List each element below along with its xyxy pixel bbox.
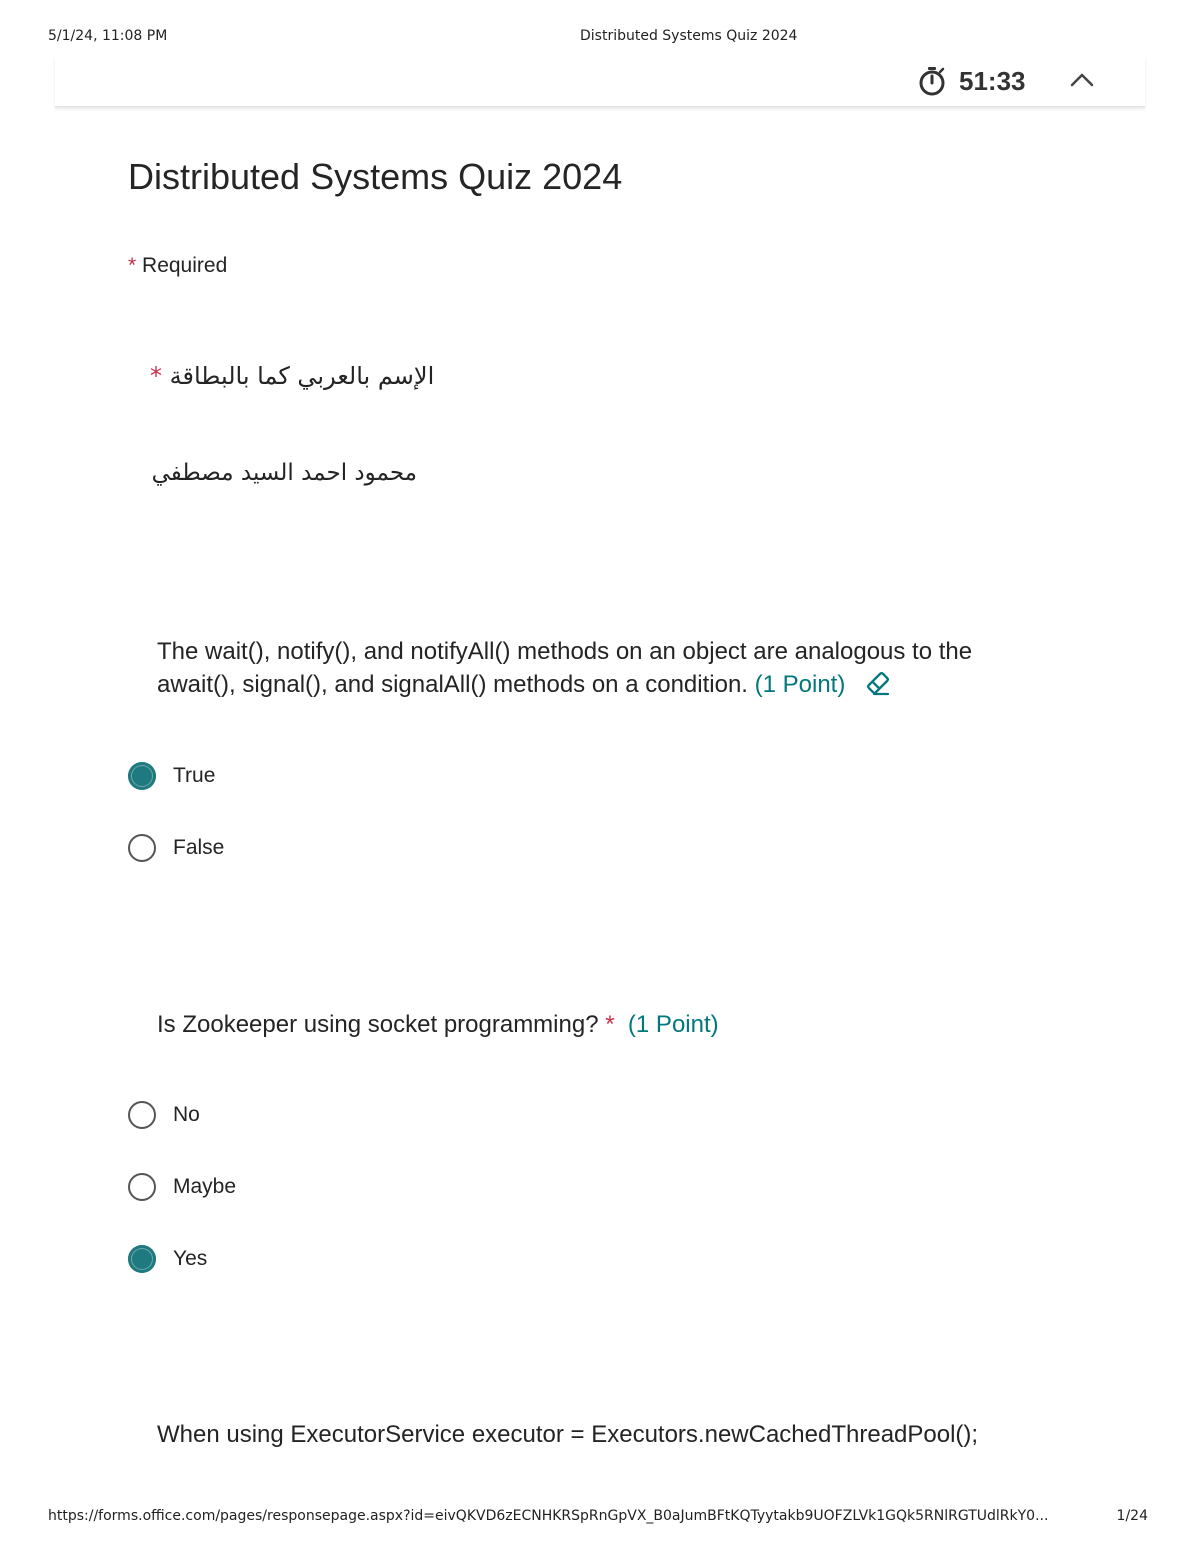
- name-answer-field[interactable]: محمود احمد السيد مصطفي: [151, 460, 417, 486]
- option-false[interactable]: [128, 831, 224, 865]
- question-text: الإسم بالعربي كما بالبطاقة: [169, 362, 435, 390]
- radio-selected[interactable]: [128, 1245, 156, 1273]
- radio-unselected[interactable]: [128, 834, 156, 862]
- option-label: No: [173, 1103, 200, 1126]
- chevron-up-icon[interactable]: [1069, 68, 1095, 92]
- option-maybe[interactable]: [128, 1170, 236, 1204]
- option-label: True: [173, 764, 216, 787]
- required-star: *: [128, 254, 137, 277]
- print-url: https://forms.office.com/pages/responsepage.aspx?id=eivQKVD6zECNHKRSpRnGpVX_B0aJumBFtKQTyytakb9UOFZLVk1GQk5RNlRGTUdlRkY0...: [48, 1508, 1049, 1524]
- question-text: When using ExecutorService executor = Executors.newCachedThreadPool();: [157, 1421, 979, 1448]
- option-yes[interactable]: [128, 1242, 207, 1276]
- required-note: [128, 254, 227, 278]
- option-label: False: [173, 836, 225, 859]
- question-zookeeper: [157, 1008, 1057, 1041]
- question-text: Is Zookeeper using socket programming?: [157, 1011, 599, 1038]
- form-title: Distributed Systems Quiz 2024: [128, 156, 623, 197]
- radio-unselected[interactable]: [128, 1101, 156, 1129]
- question-executor-service: [157, 1418, 1157, 1451]
- option-label: Yes: [173, 1247, 208, 1270]
- required-label: Required: [142, 254, 228, 277]
- print-footer: [48, 1508, 1148, 1524]
- question-name-arabic: [150, 362, 450, 390]
- radio-selected[interactable]: [128, 762, 156, 790]
- print-page-number: 1/24: [1116, 1508, 1148, 1524]
- print-doc-title: Distributed Systems Quiz 2024: [580, 28, 798, 44]
- question-name-label-wrap: [150, 362, 434, 390]
- question-wait-notify: [157, 635, 1057, 701]
- timer-remaining: 51:33: [959, 66, 1026, 96]
- question-points: (1 Point): [627, 1011, 719, 1038]
- question-points: (1 Point): [754, 671, 846, 698]
- print-header: [48, 28, 1148, 44]
- timer-bar: [55, 56, 1145, 107]
- radio-unselected[interactable]: [128, 1173, 156, 1201]
- required-star: *: [605, 1011, 615, 1038]
- option-label: Maybe: [173, 1175, 237, 1198]
- option-true[interactable]: [128, 759, 215, 793]
- option-no[interactable]: [128, 1098, 200, 1132]
- eraser-icon[interactable]: [864, 670, 892, 696]
- print-datetime: 5/1/24, 11:08 PM: [48, 28, 168, 44]
- stopwatch-icon: [917, 66, 947, 96]
- question-text: The wait(), notify(), and notifyAll() methods on an object are analogous to the await(), signal(), and signalAll() methods on a condition.: [157, 638, 973, 698]
- required-star: *: [150, 362, 162, 390]
